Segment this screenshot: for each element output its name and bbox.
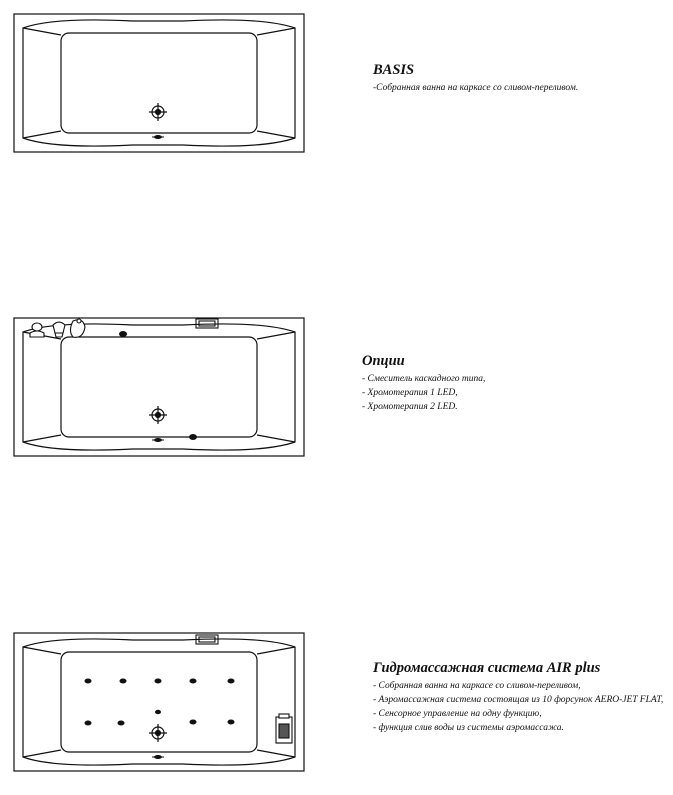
overflow-icon: [152, 755, 164, 759]
drain-icon: [149, 406, 167, 424]
basin-corner-line: [257, 435, 295, 442]
bathtub-drawing-air-plus: [13, 632, 305, 772]
control-panel-icon: [196, 319, 218, 328]
basin-corner-line: [23, 647, 61, 654]
feature-item: - Смеситель каскадного типа,: [362, 374, 486, 384]
air-jet-icon: [228, 720, 235, 725]
overflow-icon: [152, 135, 164, 139]
section-basis: [373, 62, 578, 95]
overflow-icon: [152, 438, 164, 442]
section-title: BASIS: [373, 62, 415, 78]
bathtub-rim: [23, 639, 295, 765]
basin-corner-line: [257, 131, 295, 138]
led-light-icon: [189, 434, 197, 440]
feature-item: - функция слив воды из системы аэромассажа.: [373, 723, 564, 733]
drain-icon: [149, 724, 167, 742]
air-jet-icon: [190, 720, 197, 725]
air-jet-icon: [118, 721, 125, 726]
led-light-icon: [119, 331, 127, 337]
drain-icon: [149, 103, 167, 121]
air-jet-icon: [155, 710, 161, 714]
section-title: Гидромассажная система AIR plus: [373, 660, 601, 676]
section-title: Опции: [362, 353, 405, 369]
basin-corner-line: [257, 647, 295, 654]
bathtub-rim: [23, 324, 295, 450]
bathtub-drawing-basis: [13, 13, 305, 153]
feature-item: - Сенсорное управление на одну функцию,: [373, 709, 542, 719]
bathtub-basis-svg: [13, 13, 305, 153]
bathtub-basin: [61, 652, 257, 752]
section-air-plus: [373, 660, 663, 735]
air-jet-icon: [155, 679, 162, 684]
air-jet-icon: [120, 679, 127, 684]
feature-list: [362, 372, 485, 414]
cascade-mixer-icon: [30, 319, 85, 337]
feature-list: [373, 81, 578, 95]
feature-item: - Собранная ванна на каркасе со сливом-переливом,: [373, 681, 581, 691]
air-jet-icon: [228, 679, 235, 684]
basin-corner-line: [257, 750, 295, 757]
basin-corner-line: [23, 435, 61, 442]
basin-corner-line: [257, 28, 295, 35]
bathtub-basin: [61, 337, 257, 437]
feature-list: [373, 679, 663, 735]
section-options: [362, 353, 485, 414]
basin-corner-line: [23, 28, 61, 35]
bathtub-drawing-options: [13, 317, 305, 457]
basin-corner-line: [23, 750, 61, 757]
air-jet-icon: [190, 679, 197, 684]
bathtub-air-plus-svg: [13, 632, 305, 772]
air-blower-icon: [276, 714, 292, 743]
feature-item: - Аэромассажная система состоящая из 10 форсунок AERO-JET FLAT,: [373, 695, 664, 705]
air-jet-icon: [85, 721, 92, 726]
feature-item: - Хромотерапия 1 LED,: [362, 388, 458, 398]
basin-corner-line: [257, 332, 295, 339]
basin-corner-line: [23, 131, 61, 138]
air-jet-icon: [85, 679, 92, 684]
feature-item: - Хромотерапия 2 LED.: [362, 402, 458, 412]
bathtub-rim: [23, 20, 295, 146]
bathtub-options-svg: [13, 317, 305, 457]
feature-item: -Собранная ванна на каркасе со сливом-переливом.: [373, 83, 579, 93]
